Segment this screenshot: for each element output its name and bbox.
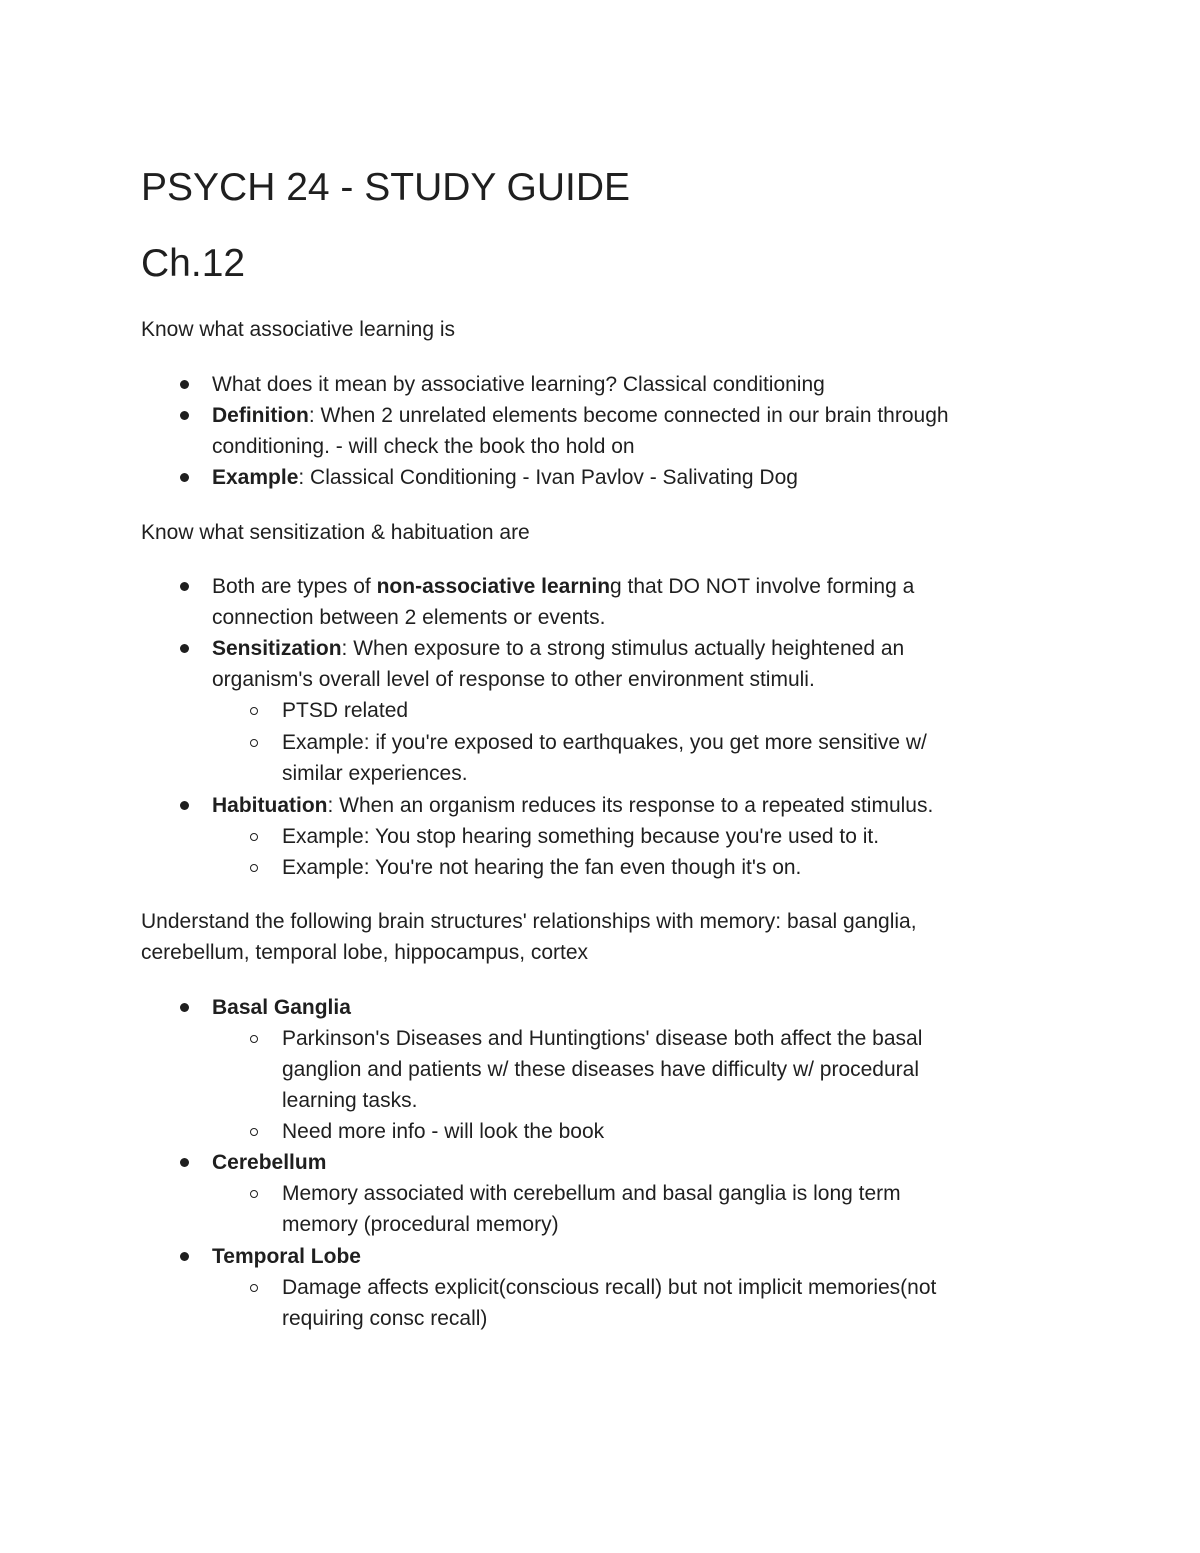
sub-list-item: Example: if you're exposed to earthquakes, you get more sensitive w/	[282, 731, 927, 754]
list-item: What does it mean by associative learning? Classical conditioning	[212, 373, 825, 396]
section-heading-associative-learning: Know what associative learning is	[141, 318, 455, 341]
list-item-temporal-lobe	[212, 1241, 361, 1272]
sub-list-item: Memory associated with cerebellum and basal ganglia is long term	[282, 1182, 901, 1205]
sub-list-item: PTSD related	[282, 699, 409, 722]
bullet-icon	[180, 801, 189, 810]
sub-list-item-continuation: requiring consc recall)	[282, 1307, 488, 1330]
term-definition: Definition	[212, 404, 309, 427]
document-title: PSYCH 24 - STUDY GUIDE	[141, 166, 631, 209]
sub-list-item-continuation: similar experiences.	[282, 762, 468, 785]
circle-bullet-icon	[250, 833, 258, 841]
bullet-icon	[180, 1003, 189, 1012]
bullet-icon	[180, 411, 189, 420]
list-item-cerebellum	[212, 1147, 326, 1178]
list-item-sensitization	[212, 633, 904, 664]
list-item-example	[212, 462, 798, 493]
list-item-continuation: conditioning. - will check the book tho hold on	[212, 435, 635, 458]
text-fragment: Both are types of	[212, 575, 377, 598]
sub-list-item: Damage affects explicit(conscious recall) but not implicit memories(not	[282, 1276, 937, 1299]
bullet-icon	[180, 1158, 189, 1167]
bullet-icon	[180, 473, 189, 482]
section-heading-sensitization-habituation: Know what sensitization & habituation are	[141, 521, 530, 544]
definition-text: : When 2 unrelated elements become connected in our brain through	[308, 404, 949, 427]
circle-bullet-icon	[250, 1035, 258, 1043]
sub-list-item: Need more info - will look the book	[282, 1120, 605, 1143]
list-item-basal-ganglia	[212, 992, 351, 1023]
term-sensitization: Sensitization	[212, 637, 342, 660]
list-item-non-associative	[212, 571, 914, 602]
circle-bullet-icon	[250, 707, 258, 715]
section-heading-brain-structures: Understand the following brain structures' relationships with memory: basal ganglia,	[141, 910, 917, 933]
example-text: : Classical Conditioning - Ivan Pavlov - Salivating Dog	[298, 466, 798, 489]
sub-list-item: Example: You're not hearing the fan even though it's on.	[282, 856, 802, 879]
list-item-continuation: connection between 2 elements or events.	[212, 606, 606, 629]
list-item-definition	[212, 400, 949, 431]
term-habituation: Habituation	[212, 794, 328, 817]
term-non-associative: non-associative learnin	[376, 575, 611, 598]
list-item-habituation	[212, 790, 933, 821]
circle-bullet-icon	[250, 1284, 258, 1292]
sub-list-item-continuation: learning tasks.	[282, 1089, 418, 1112]
term-cerebellum: Cerebellum	[212, 1151, 327, 1174]
habituation-text: : When an organism reduces its response to a repeated stimulus.	[327, 794, 934, 817]
bullet-icon	[180, 380, 189, 389]
sensitization-text: : When exposure to a strong stimulus actually heightened an	[341, 637, 905, 660]
sub-list-item: Parkinson's Diseases and Huntingtions' disease both affect the basal	[282, 1027, 923, 1050]
chapter-heading: Ch.12	[141, 242, 246, 285]
circle-bullet-icon	[250, 739, 258, 747]
sub-list-item-continuation: memory (procedural memory)	[282, 1213, 559, 1236]
term-temporal-lobe: Temporal Lobe	[212, 1245, 361, 1268]
text-fragment: g that DO NOT involve forming a	[610, 575, 915, 598]
circle-bullet-icon	[250, 1190, 258, 1198]
sub-list-item: Example: You stop hearing something because you're used to it.	[282, 825, 880, 848]
term-basal-ganglia: Basal Ganglia	[212, 996, 351, 1019]
circle-bullet-icon	[250, 864, 258, 872]
term-example: Example	[212, 466, 299, 489]
section-heading-continuation: cerebellum, temporal lobe, hippocampus, cortex	[141, 941, 589, 964]
list-item-continuation: organism's overall level of response to other environment stimuli.	[212, 668, 815, 691]
circle-bullet-icon	[250, 1128, 258, 1136]
bullet-icon	[180, 1252, 189, 1261]
bullet-icon	[180, 582, 189, 591]
sub-list-item-continuation: ganglion and patients w/ these diseases have difficulty w/ procedural	[282, 1058, 920, 1081]
bullet-icon	[180, 644, 189, 653]
